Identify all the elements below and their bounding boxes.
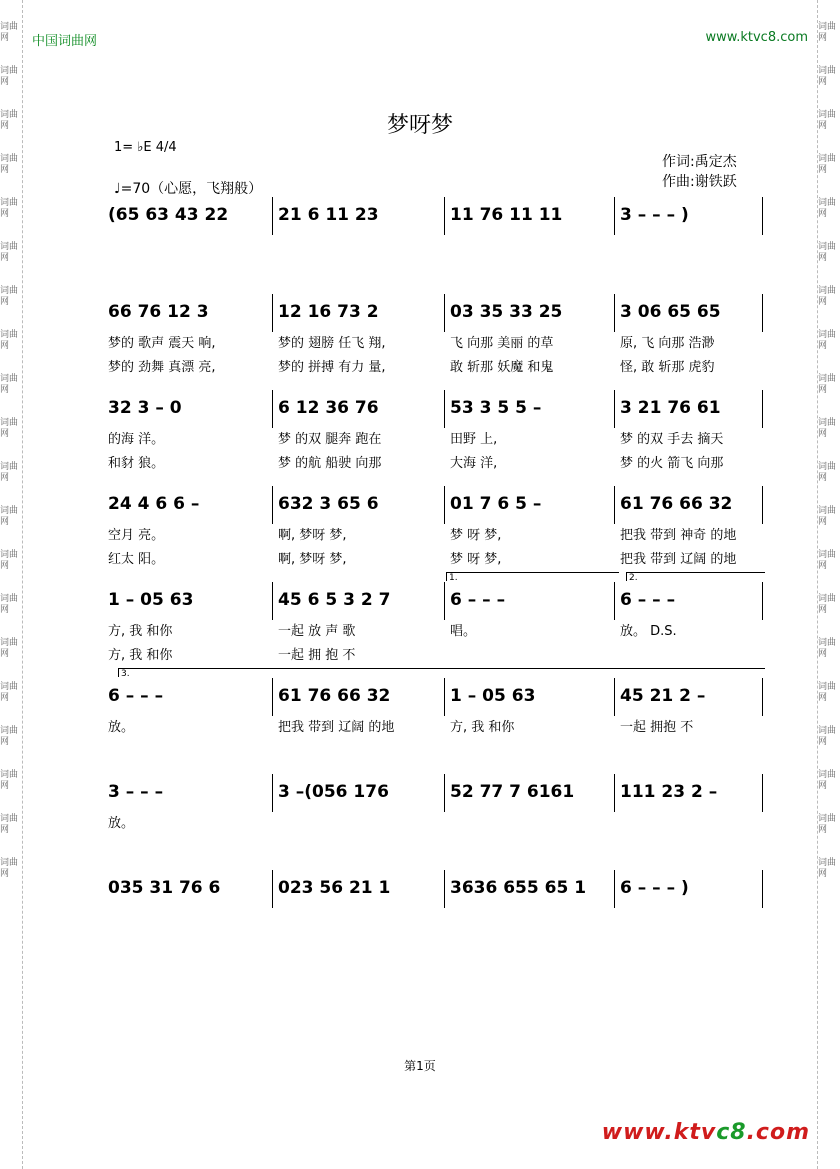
logo-tail: .com bbox=[746, 1120, 810, 1145]
side-text: 词曲网 bbox=[818, 682, 837, 703]
tempo-marking: ♩=70（心愿，飞翔般） bbox=[114, 181, 263, 197]
lyric-segment: 梦 的火 箭飞 向那 bbox=[620, 456, 724, 471]
measure: 035 31 76 6 bbox=[108, 878, 221, 898]
barline bbox=[614, 197, 615, 235]
side-text: 词曲网 bbox=[0, 418, 19, 439]
barline bbox=[444, 582, 445, 620]
measure: 111 23 2 – bbox=[620, 782, 718, 802]
notes-row bbox=[102, 878, 764, 902]
barline bbox=[272, 294, 273, 332]
lyric-segment: 和豺 狼。 bbox=[108, 456, 165, 471]
side-text: 词曲网 bbox=[0, 594, 19, 615]
side-text: 词曲网 bbox=[0, 638, 19, 659]
measure: 3 – – – ) bbox=[620, 205, 689, 225]
barline bbox=[614, 294, 615, 332]
measure: 24 4 6 6 – bbox=[108, 494, 200, 514]
side-text: 词曲网 bbox=[818, 858, 837, 879]
notes-row bbox=[102, 494, 764, 518]
notes-row bbox=[102, 686, 764, 710]
barline bbox=[444, 390, 445, 428]
measure: 45 6 5 3 2 7 bbox=[278, 590, 391, 610]
barline bbox=[444, 197, 445, 235]
measure: 03 35 33 25 bbox=[450, 302, 563, 322]
side-text: 词曲网 bbox=[818, 374, 837, 395]
barline bbox=[762, 582, 763, 620]
key-signature: 1= ♭E 4/4 bbox=[114, 140, 177, 155]
side-text: 词曲网 bbox=[0, 506, 19, 527]
volta-bracket: 3. bbox=[118, 668, 765, 677]
side-text: 词曲网 bbox=[0, 198, 19, 219]
measure: 61 76 66 32 bbox=[278, 686, 391, 706]
measure: 45 21 2 – bbox=[620, 686, 706, 706]
lyric-segment: 梦的 拼搏 有力 量, bbox=[278, 360, 386, 375]
measure: 12 16 73 2 bbox=[278, 302, 379, 322]
measure: 6 – – – bbox=[450, 590, 506, 610]
lyric-segment: 方, 我 和你 bbox=[108, 648, 173, 663]
side-text: 词曲网 bbox=[0, 110, 19, 131]
side-text: 词曲网 bbox=[0, 814, 19, 835]
lyric-segment: 唱。 bbox=[450, 624, 477, 639]
lyric-segment: 梦 的双 腿奔 跑在 bbox=[278, 432, 382, 447]
lyric-segment: 放。 D.S. bbox=[620, 624, 677, 639]
lyric-segment: 一起 放 声 歌 bbox=[278, 624, 356, 639]
measure: 632 3 65 6 bbox=[278, 494, 379, 514]
side-text: 词曲网 bbox=[0, 682, 19, 703]
barline bbox=[762, 678, 763, 716]
barline bbox=[444, 294, 445, 332]
barline bbox=[272, 678, 273, 716]
lyric-segment: 原, 飞 向那 浩渺 bbox=[620, 336, 715, 351]
lyric-segment: 梦 的双 手去 摘天 bbox=[620, 432, 724, 447]
lyric-segment: 把我 带到 神奇 的地 bbox=[620, 528, 737, 543]
barline bbox=[614, 870, 615, 908]
measure: (65 63 43 22 bbox=[108, 205, 229, 225]
measure: 3 – – – bbox=[108, 782, 164, 802]
measure: 1 – 05 63 bbox=[450, 686, 536, 706]
lyric-segment: 梦 呀 梦, bbox=[450, 552, 502, 567]
lyric-segment: 梦的 歌声 震天 响, bbox=[108, 336, 216, 351]
lyricist-credit: 作词:禹定杰 bbox=[662, 154, 737, 170]
measure: 3 21 76 61 bbox=[620, 398, 721, 418]
composer-credit: 作曲:谢铁跃 bbox=[662, 174, 737, 190]
side-text: 词曲网 bbox=[818, 198, 837, 219]
side-text: 词曲网 bbox=[818, 418, 837, 439]
barline bbox=[762, 870, 763, 908]
measure: 66 76 12 3 bbox=[108, 302, 209, 322]
lyric-segment: 飞 向那 美丽 的草 bbox=[450, 336, 554, 351]
side-text: 词曲网 bbox=[0, 330, 19, 351]
lyric-segment: 梦 的航 船驶 向那 bbox=[278, 456, 382, 471]
barline bbox=[444, 774, 445, 812]
barline bbox=[444, 486, 445, 524]
lyric-segment: 空月 亮。 bbox=[108, 528, 165, 543]
notes-row bbox=[102, 302, 764, 326]
side-text: 词曲网 bbox=[818, 770, 837, 791]
side-text: 词曲网 bbox=[0, 66, 19, 87]
side-text: 词曲网 bbox=[0, 154, 19, 175]
barline bbox=[762, 294, 763, 332]
notes-row bbox=[102, 398, 764, 422]
measure: 6 12 36 76 bbox=[278, 398, 379, 418]
side-text: 词曲网 bbox=[818, 66, 837, 87]
barline bbox=[272, 774, 273, 812]
measure: 11 76 11 11 bbox=[450, 205, 563, 225]
side-text: 词曲网 bbox=[818, 550, 837, 571]
right-border-strip bbox=[817, 0, 840, 1169]
measure: 6 – – – bbox=[108, 686, 164, 706]
side-text: 词曲网 bbox=[0, 550, 19, 571]
lyric-segment: 田野 上, bbox=[450, 432, 498, 447]
measure: 6 – – – ) bbox=[620, 878, 689, 898]
lyric-segment: 梦的 翅膀 任飞 翔, bbox=[278, 336, 386, 351]
logo-accent: c8 bbox=[716, 1120, 747, 1145]
site-logo bbox=[602, 1120, 810, 1145]
lyric-segment: 把我 带到 辽阔 的地 bbox=[620, 552, 737, 567]
left-border-strip bbox=[0, 0, 23, 1169]
lyric-segment: 大海 洋, bbox=[450, 456, 498, 471]
measure: 3 06 65 65 bbox=[620, 302, 721, 322]
side-text: 词曲网 bbox=[0, 22, 19, 43]
barline bbox=[614, 486, 615, 524]
lyric-segment: 梦 呀 梦, bbox=[450, 528, 502, 543]
lyric-segment: 一起 拥抱 不 bbox=[620, 720, 694, 735]
volta-bracket: 1. bbox=[446, 572, 619, 581]
lyric-segment: 啊, 梦呀 梦, bbox=[278, 552, 347, 567]
side-text: 词曲网 bbox=[0, 858, 19, 879]
side-text: 词曲网 bbox=[818, 638, 837, 659]
measure: 1 – 05 63 bbox=[108, 590, 194, 610]
lyric-segment: 放。 bbox=[108, 720, 135, 735]
barline bbox=[272, 582, 273, 620]
measure: 53 3 5 5 – bbox=[450, 398, 542, 418]
logo-main: www.ktv bbox=[601, 1120, 717, 1145]
side-text: 词曲网 bbox=[0, 374, 19, 395]
side-text: 词曲网 bbox=[0, 286, 19, 307]
credits bbox=[662, 152, 737, 192]
side-text: 词曲网 bbox=[818, 462, 837, 483]
lyric-segment: 方, 我 和你 bbox=[450, 720, 515, 735]
barline bbox=[614, 774, 615, 812]
lyric-segment: 怪, 敢 斩那 虎豹 bbox=[620, 360, 715, 375]
side-text: 词曲网 bbox=[818, 154, 837, 175]
side-text: 词曲网 bbox=[818, 726, 837, 747]
measure: 21 6 11 23 bbox=[278, 205, 379, 225]
notes-row bbox=[102, 205, 764, 229]
barline bbox=[272, 486, 273, 524]
barline bbox=[614, 678, 615, 716]
notes-row bbox=[102, 590, 764, 614]
barline bbox=[272, 870, 273, 908]
measure: 01 7 6 5 – bbox=[450, 494, 542, 514]
barline bbox=[762, 197, 763, 235]
side-text: 词曲网 bbox=[818, 506, 837, 527]
barline bbox=[614, 390, 615, 428]
barline bbox=[762, 774, 763, 812]
barline bbox=[614, 582, 615, 620]
song-title: 梦呀梦 bbox=[386, 113, 453, 138]
lyric-segment: 方, 我 和你 bbox=[108, 624, 173, 639]
side-text: 词曲网 bbox=[818, 814, 837, 835]
barline bbox=[762, 486, 763, 524]
side-text: 词曲网 bbox=[0, 770, 19, 791]
side-text: 词曲网 bbox=[0, 242, 19, 263]
lyric-segment: 红太 阳。 bbox=[108, 552, 165, 567]
side-text: 词曲网 bbox=[818, 594, 837, 615]
side-text: 词曲网 bbox=[0, 462, 19, 483]
measure: 52 77 7 6161 bbox=[450, 782, 575, 802]
barline bbox=[272, 197, 273, 235]
lyric-segment: 敢 斩那 妖魔 和鬼 bbox=[450, 360, 554, 375]
lyric-segment: 梦的 劲舞 真漂 亮, bbox=[108, 360, 216, 375]
measure: 023 56 21 1 bbox=[278, 878, 391, 898]
side-text: 词曲网 bbox=[818, 242, 837, 263]
page-number: 第1页 bbox=[404, 1059, 436, 1073]
measure: 6 – – – bbox=[620, 590, 676, 610]
side-text: 词曲网 bbox=[0, 726, 19, 747]
measure: 32 3 – 0 bbox=[108, 398, 182, 418]
lyric-segment: 把我 带到 辽阔 的地 bbox=[278, 720, 395, 735]
volta-bracket: 2. bbox=[626, 572, 765, 581]
side-text: 词曲网 bbox=[818, 286, 837, 307]
measure: 3636 655 65 1 bbox=[450, 878, 587, 898]
lyric-segment: 一起 拥 抱 不 bbox=[278, 648, 356, 663]
measure: 61 76 66 32 bbox=[620, 494, 733, 514]
barline bbox=[272, 390, 273, 428]
notes-row bbox=[102, 782, 764, 806]
barline bbox=[762, 390, 763, 428]
lyric-segment: 的海 洋。 bbox=[108, 432, 165, 447]
side-text: 词曲网 bbox=[818, 330, 837, 351]
barline bbox=[444, 678, 445, 716]
barline bbox=[444, 870, 445, 908]
site-name-link[interactable]: 中国词曲网 bbox=[32, 34, 98, 49]
side-text: 词曲网 bbox=[818, 22, 837, 43]
lyric-segment: 放。 bbox=[108, 816, 135, 831]
measure: 3 –(056 176 bbox=[278, 782, 389, 802]
site-url-link[interactable]: www.ktvc8.com bbox=[705, 30, 808, 45]
side-text: 词曲网 bbox=[818, 110, 837, 131]
lyric-segment: 啊, 梦呀 梦, bbox=[278, 528, 347, 543]
